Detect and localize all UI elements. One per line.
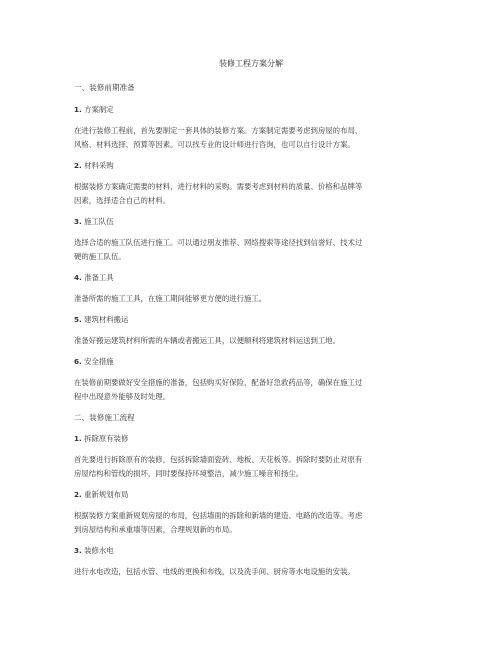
paragraph-line: 因素，选择适合自己的材料。 [74,196,171,205]
item-heading [74,160,114,171]
item-title: 拆除原有装修 [84,434,129,443]
paragraph-line: 根据装修方案重新规划房屋的布局，包括墙面的拆除和新墙的建造、电路的改造等。考虑 [74,511,363,520]
item-title: 方案制定 [84,105,114,114]
item-heading [74,433,128,444]
item-title: 装修水电 [84,546,114,555]
paragraph-line: 硬的施工队伍。 [74,252,126,261]
item-number: 3. [74,546,82,555]
item-heading [74,216,114,227]
item-number: 5. [74,315,82,324]
item-title: 施工队伍 [84,217,114,226]
item-heading [74,104,114,115]
item-number: 2. [74,490,82,499]
item-title: 安全措施 [84,357,114,366]
item-number: 1. [74,105,82,114]
item-title: 材料采购 [84,161,114,170]
paragraph-line: 进行水电改造，包括水管、电线的更换和布线，以及洗手间、厨房等水电设施的安装。 [74,567,355,576]
item-number: 2. [74,161,82,170]
paragraph-line: 在装修前期要做好安全措施的准备，包括购买好保险、配备好急救药品等，确保在施工过 [74,378,363,387]
paragraph-line: 房屋结构和管线的损坏，同时要保持环境整洁，减少施工噪音和扬尘。 [74,469,304,478]
document-title: 装修工程方案分解 [219,59,283,68]
paragraph-line: 风格、材料选择、预算等因素。可以找专业的设计师进行咨询，也可以自行设计方案。 [74,140,355,149]
item-heading [74,272,114,283]
item-number: 1. [74,434,82,443]
paragraph-line: 程中出现意外能够及时处理。 [74,392,171,401]
item-number: 4. [74,273,82,282]
item-title: 重新规划布局 [84,490,129,499]
paragraph-line: 首先要进行拆除原有的装修，包括拆除墙面瓷砖、地板、天花板等。拆除时要防止对原有 [74,455,363,464]
item-number: 3. [74,217,82,226]
item-title: 建筑材料搬运 [84,315,129,324]
paragraph-line: 选择合适的施工队伍进行施工。可以通过朋友推荐、网络搜索等途径找到信誉好、技术过 [74,238,363,247]
paragraph-line: 根据装修方案确定需要的材料，进行材料的采购。需要考虑到材料的质量、价格和品牌等 [74,182,363,191]
item-heading [74,545,114,556]
section-heading: 二、装修施工流程 [74,413,135,422]
item-number: 6. [74,357,82,366]
section-heading: 一、装修前期准备 [74,83,135,92]
item-heading [74,489,128,500]
item-heading [74,356,114,367]
item-title: 准备工具 [84,273,114,282]
paragraph-line: 在进行装修工程前，首先要制定一套具体的装修方案。方案制定需要考虑到房屋的布局、 [74,126,363,135]
paragraph-line: 到房屋结构和承重墙等因素，合理规划新的布局。 [74,525,237,534]
paragraph-line: 准备所需的施工工具，在施工期间能够更方便的进行施工。 [74,294,267,303]
paragraph-line: 准备好搬运建筑材料所需的车辆或者搬运工具，以便顺利将建筑材料运送到工地。 [74,336,341,345]
item-heading [74,314,128,325]
